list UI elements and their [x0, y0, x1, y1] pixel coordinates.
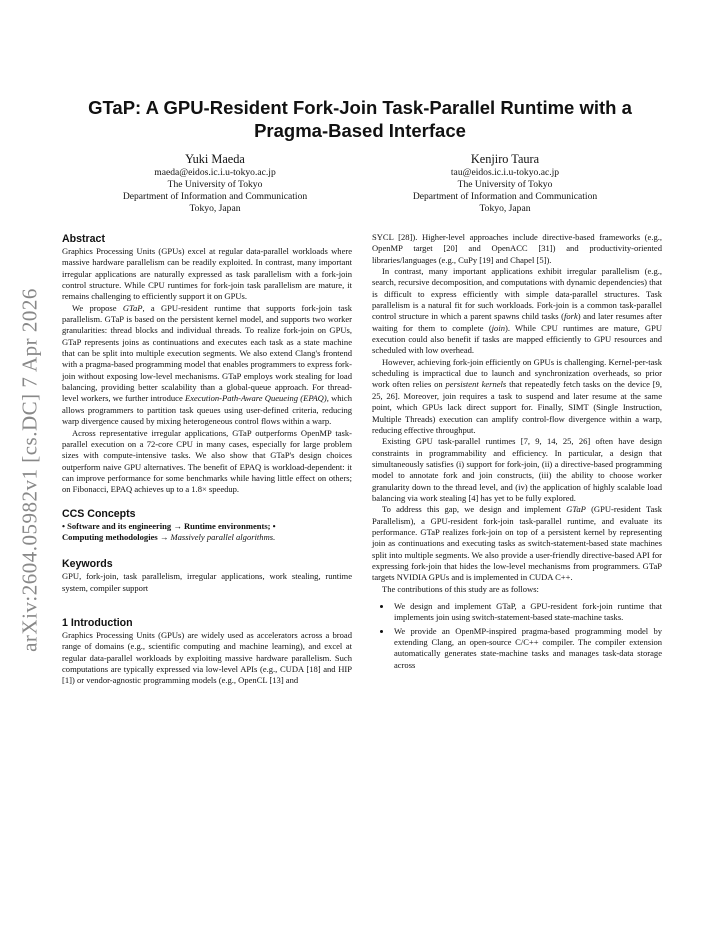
author-block-1 [70, 152, 360, 215]
list-item: • We provide an OpenMP-inspired pragma-based programming model by extending Clang, an open-source C/C++ compiler. The compiler extension automatically generates state-machine tasks and manages task-data storage across [392, 626, 662, 671]
author-department: Department of Information and Communication [122, 190, 308, 202]
author-name: Yuki Maeda [185, 152, 245, 166]
contributions-list [372, 601, 662, 671]
body-paragraph: To address this gap, we design and implement GTaP (GPU-resident Task Parallelism), a GPU-resident fork-join task-parallel runtime, and evaluate its performance. GTaP realizes fork-join on top of a persistent kernel by representing join as continuations and executing tasks as switch-statement-based state machines split into multiple segments. We also provide a user-friendly directive-based API for expressing fork-join that hides the low-level mechanisms from programmers. GTaP targets NVIDIA GPUs and is implemented in CUDA C++. [372, 504, 663, 583]
keywords-text: GPU, fork-join, task parallelism, irregular applications, work stealing, runtime system, compiler support [62, 571, 352, 593]
right-column [372, 232, 662, 673]
author-institution: The University of Tokyo [457, 178, 553, 190]
paper-title: GTaP: A GPU-Resident Fork-Join Task-Parallel Runtime with a Pragma-Based Interface [88, 97, 632, 141]
intro-paragraph: Graphics Processing Units (GPUs) are widely used as accelerators across a broad range of domains (e.g., scientific computing and machine learning), and excel at regular data-parallel workloads by exploiting massive hardware parallelism. Such computations are typically expressed via low-level APIs (e.g., CUDA [18] and HIP [1]) or vendor-agnostic programming models (e.g., OpenCL [13] and [62, 629, 352, 686]
author-email: maeda@eidos.ic.i.u-tokyo.ac.jp [154, 167, 276, 178]
abstract-heading: Abstract [62, 233, 105, 245]
body-paragraph: SYCL [28]). Higher-level approaches include directive-based frameworks (e.g., OpenMP target [20] and OpenACC [31]) and productivity-oriented libraries/languages (e.g., CuPy [19] and Chapel [5]). [372, 232, 662, 265]
author-name: Kenjiro Taura [470, 152, 540, 166]
ccs-concepts: • Software and its engineering → Runtime environments; • Computing methodologies → Massively parallel algorithms. [62, 520, 276, 542]
abstract-paragraph: We propose GTaP, a GPU-resident runtime that supports fork-join task parallelism. GTaP is based on the persistent kernel model, and supports two worker granularities: thread blocks and individual threads. To realize fork-join on GPUs, GTaP represents joins as continuations and executes each task as a state machine that can be split into multiple execution segments. We also extend Clang's frontend with a pragma-based programming model that enables programmers to express fork-join without exposing low-level mechanisms. GTaP employs work stealing for load balancing, providing better scalability than a global-queue approach. For thread-level workers, we further introduce Execution-Path-Aware Queueing (EPAQ), which allows programmers to partition task queues using user-defined criteria, reducing warp divergence caused by mixing heterogeneous control flows within a warp. [62, 302, 353, 427]
body-paragraph: The contributions of this study are as follows: [382, 583, 539, 594]
left-column [62, 232, 352, 687]
abstract-paragraph: Graphics Processing Units (GPUs) excel at regular data-parallel workloads where massive hardware parallelism can be readily exploited. In contrast, many important irregular applications are naturally expressed as task parallelism with a fork-join control structure. While CPU runtimes for fork-join task parallelism are mature, it remains challenging to efficiently support it on GPUs. [62, 246, 352, 302]
author-email: tau@eidos.ic.i.u-tokyo.ac.jp [450, 167, 560, 178]
section-heading-introduction: 1 Introduction [62, 616, 133, 629]
arxiv-stamp: arXiv:2604.05982v1 [cs.DC] 7 Apr 2026 [17, 288, 42, 652]
author-block-2 [360, 152, 650, 215]
list-item: • We design and implement GTaP, a GPU-resident fork-join runtime that implements join using switch-statement-based state-machine tasks. [392, 601, 662, 624]
abstract-paragraph: Across representative irregular applications, GTaP outperforms OpenMP task-parallel execution on a 72-core CPU in many cases, especially for large problem sizes with compute-intensive tasks. We also show that GTaP's design choices outperform naive GPU alternatives. The benefit of EPAQ is workload-dependent: it can improve performance for some benchmarks while having little effect on others; on Fibonacci, EPAQ achieves up to a 1.8× speedup. [62, 427, 352, 495]
ccs-heading: CCS Concepts [62, 507, 136, 520]
author-department: Department of Information and Communication [412, 190, 598, 202]
author-city: Tokyo, Japan [189, 202, 241, 214]
body-paragraph: Existing GPU task-parallel runtimes [7, 9, 14, 25, 26] often have design constraints in programmability and efficiency. In particular, a design that simultaneously satisfies (i) support for fork-join, (ii) a directive-based programming model to annotate fork and join constructs, (iii) the ability to choose worker granularity down to the thread level, and (iv) the application of highly scalable load balancing via work stealing [4] has yet to be fully explored. [372, 436, 662, 503]
body-paragraph: However, achieving fork-join efficiently on GPUs is challenging. Kernel-per-task scheduling is impractical due to launch and synchronization overheads, so prior work often relies on persistent kernels that repeatedly fetch tasks on the device [9, 25, 26]. Moreover, join requires a task to suspend and later resume at the same point, which GPUs lack direct support for. Finally, SIMT (Single Instruction, Multiple Threads) execution can amplify control-flow divergence within a warp, reducing effective throughput. [372, 356, 662, 435]
author-institution: The University of Tokyo [167, 178, 263, 190]
author-city: Tokyo, Japan [479, 202, 531, 214]
body-paragraph: In contrast, many important applications exhibit irregular parallelism (e.g., search, recursive decomposition, and computations with dynamic dependencies) that is difficult to express efficiently with simple data-parallel structures. Task parallelism is a natural fit for such workloads. Fork-join is a common task-parallel control structure in which a parent spawns child tasks (fork) and later resumes after waiting for them to complete (join). While CPU runtimes are mature, GPU execution could also benefit if tasks are mapped efficiently to GPU resources and scheduled with low overhead. [372, 266, 662, 356]
keywords-heading: Keywords [62, 558, 113, 571]
